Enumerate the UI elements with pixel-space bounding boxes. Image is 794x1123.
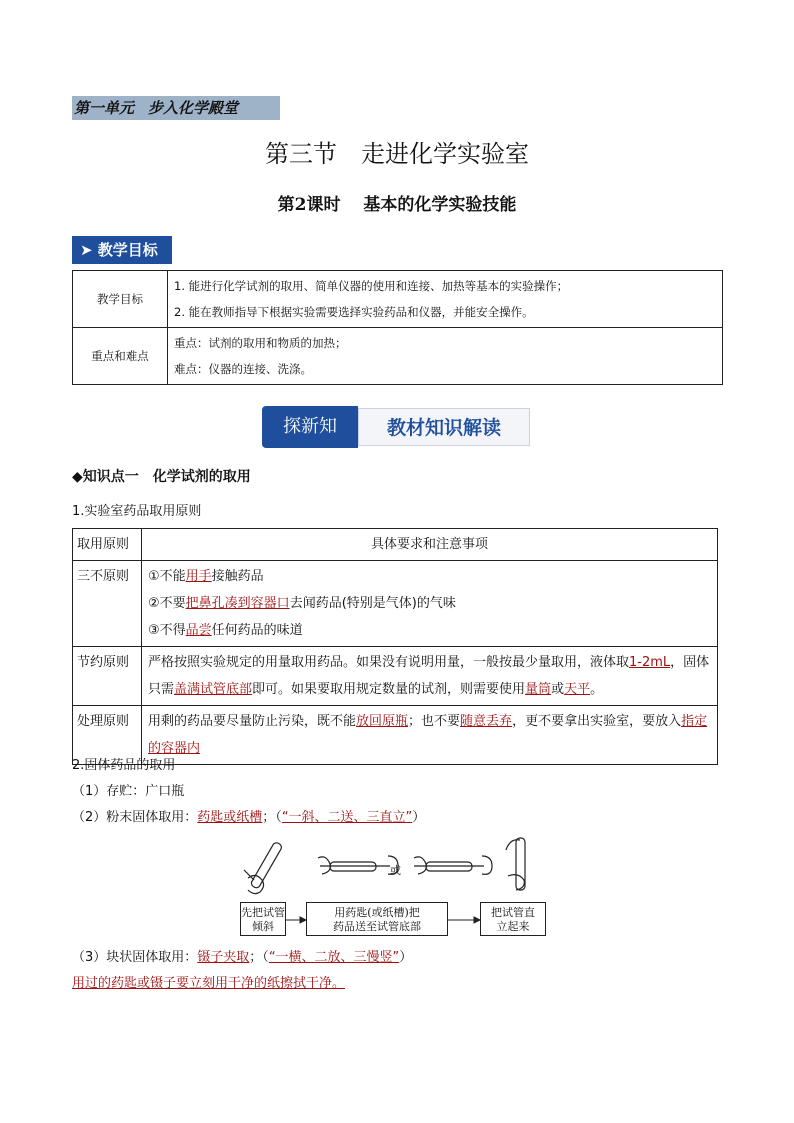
table-row — [73, 647, 718, 706]
header-requirements: 具体要求和注意事项 — [142, 529, 718, 561]
page-title: 第三节 走进化学实验室 — [265, 140, 529, 168]
rule-line: ②不要把鼻孔凑到容器口去闻药品(特别是气体)的气味 — [148, 596, 456, 611]
table-row — [73, 561, 718, 647]
banner-left: 探新知 — [262, 406, 358, 448]
goals-table — [72, 270, 723, 385]
step-1-box: 先把试管倾斜 — [240, 902, 286, 936]
step-3-box: 把试管直立起来 — [480, 902, 546, 936]
cleaning-note: 用过的药匙或镊子要立刻用干净的纸擦拭干净。 — [72, 976, 346, 991]
row-label: 三不原则 — [73, 561, 142, 647]
powder-procedure-diagram — [238, 832, 550, 936]
unit-number: 第一单元 — [74, 99, 135, 117]
step-2-box: 用药匙(或纸槽)把药品送至试管底部 — [306, 902, 448, 936]
rule-text: 严格按照实验规定的用量取用药品。如果没有说明用量，一般按最少量取用，液体取1-2mL，固体只需盖满试管底部即可。如果要取用规定数量的试剂，则需要使用量筒或天平。 — [142, 647, 718, 706]
section-heading: 2.固体药品的取用 — [72, 758, 176, 773]
principles-table — [72, 528, 718, 765]
rule-line: ①不能用手接触药品 — [148, 569, 264, 584]
difficulty-line: 难点：仪器的连接、洗涤。 — [174, 362, 312, 376]
goals-label: 教学目标 — [73, 271, 168, 328]
rule-line: ③不得品尝任何药品的味道 — [148, 623, 303, 638]
banner-right: 教材知识解读 — [358, 408, 530, 446]
header-principle: 取用原则 — [73, 529, 142, 561]
storage-item: （1）存贮：广口瓶 — [72, 784, 185, 799]
focus-label: 重点和难点 — [73, 328, 168, 385]
goal-line: 2. 能在教师指导下根据实验需要选择实验药品和仪器，并能安全操作。 — [174, 305, 534, 319]
table-row — [73, 271, 723, 328]
powder-item: （2）粉末固体取用：药匙或纸槽；（“一斜、二送、三直立”） — [72, 810, 426, 825]
lump-item: （3）块状固体取用：镊子夹取；（“一横、二放、三慢竖”） — [72, 950, 413, 965]
knowledge-point-heading: ◆知识点一 化学试剂的取用 — [72, 469, 251, 485]
section-banner — [262, 406, 532, 448]
row-label: 节约原则 — [73, 647, 142, 706]
table-row — [73, 529, 718, 561]
lesson-subtitle: 第2课时 基本的化学实验技能 — [277, 195, 517, 215]
unit-name: 步入化学殿堂 — [148, 99, 239, 117]
rule-text: 用剩的药品要尽量防止污染，既不能放回原瓶；也不要随意丢弃，更不要拿出实验室，要放入指定的容器内 — [142, 706, 718, 765]
row-label: 处理原则 — [73, 706, 142, 765]
goal-line: 1. 能进行化学试剂的取用、简单仪器的使用和连接、加热等基本的实验操作； — [174, 279, 569, 293]
section-heading: 1.实验室药品取用原则 — [72, 504, 202, 519]
focus-line: 重点：试剂的取用和物质的加热； — [174, 336, 347, 350]
teaching-goals-badge: ➤ 教学目标 — [72, 236, 172, 264]
unit-heading — [72, 96, 280, 120]
table-row — [73, 328, 723, 385]
or-label: 或 — [390, 864, 401, 877]
